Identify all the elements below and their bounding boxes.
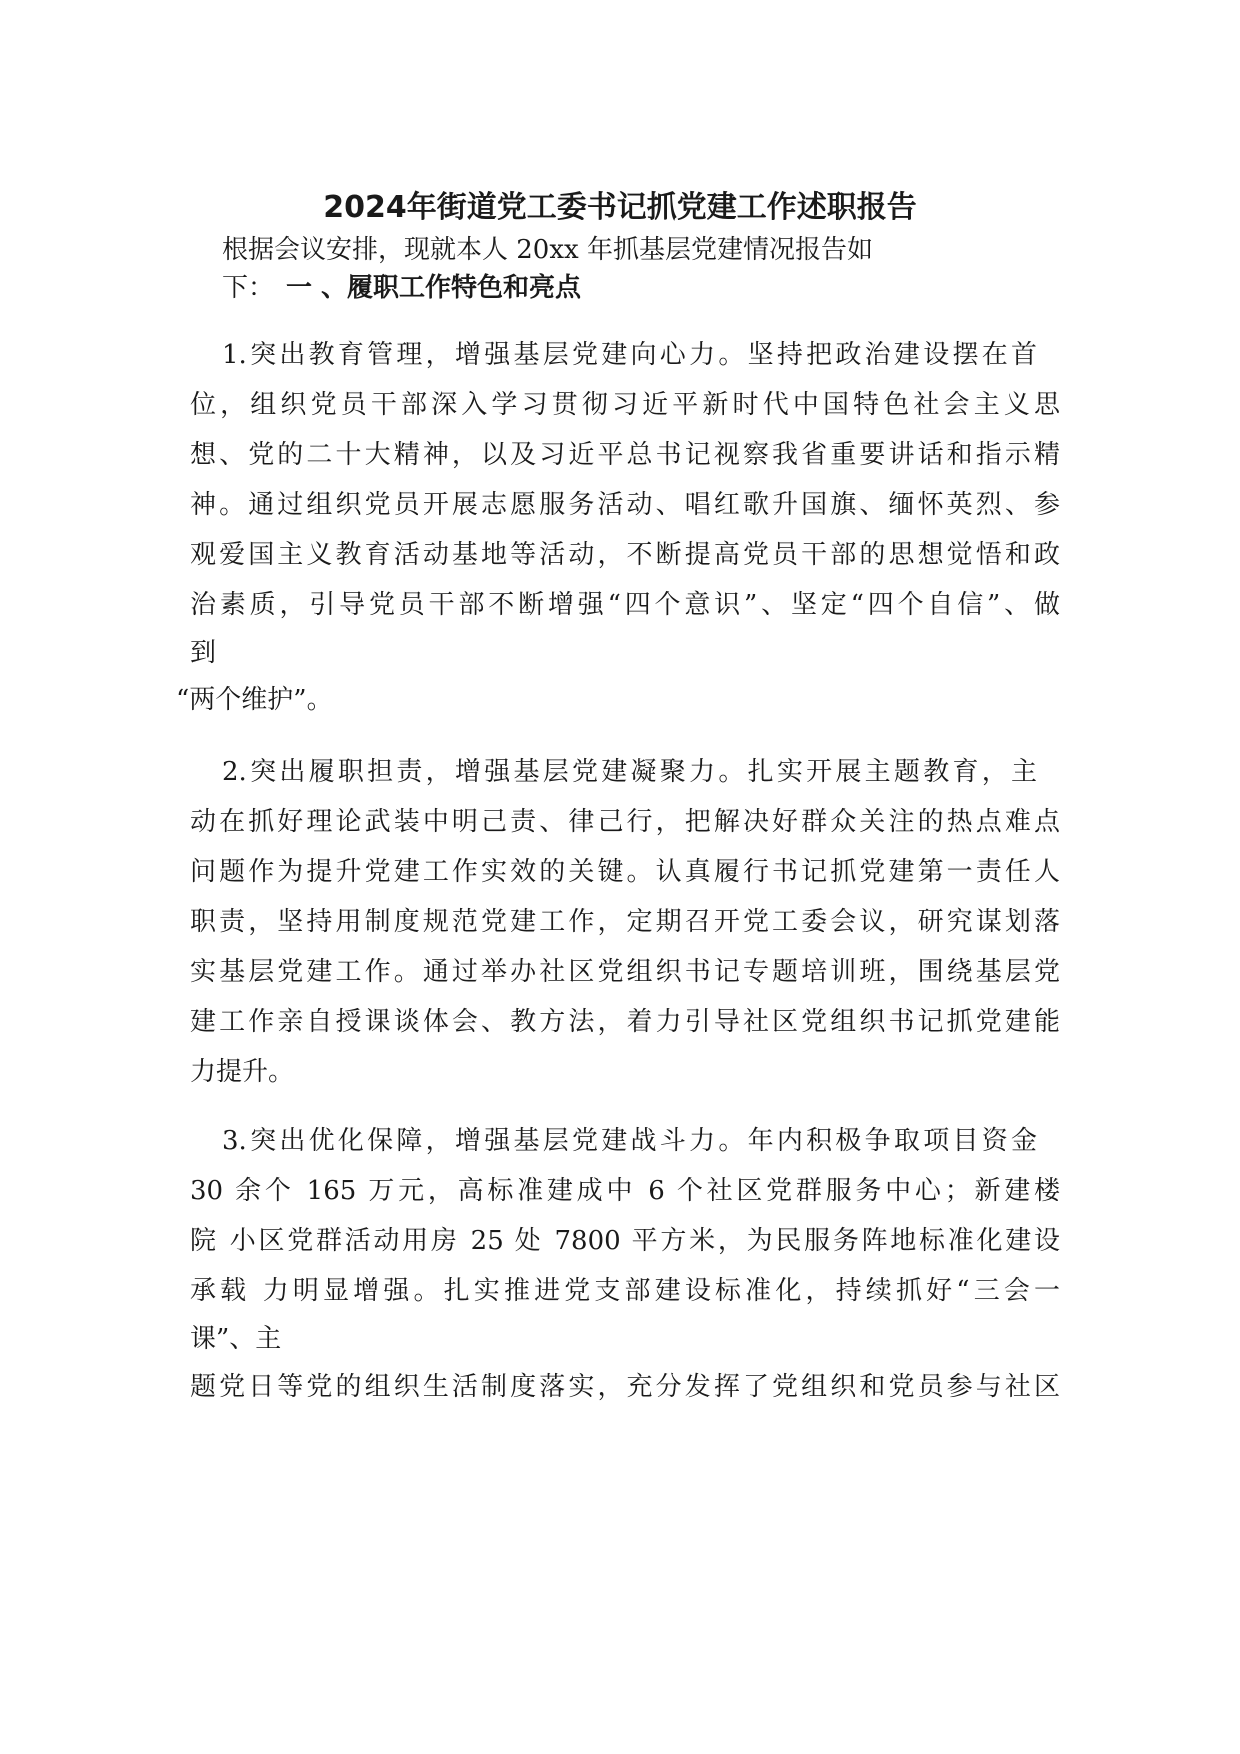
paragraph-1-line-4: 神。通过组织党员开展志愿服务活动、唱红歌升国旗、缅怀英烈、参 <box>190 490 1060 520</box>
paragraph-1-line-5: 观爱国主义教育活动基地等活动，不断提高党员干部的思想觉悟和政 <box>190 540 1060 570</box>
paragraph-1-line-6: 治素质，引导党员干部不断增强“四个意识”、坚定“四个自信”、做 <box>190 590 1060 620</box>
paragraph-2-line-7: 力提升。 <box>190 1057 295 1087</box>
paragraph-2-line-5: 实基层党建工作。通过举办社区党组织书记专题培训班，围绕基层党 <box>190 957 1060 987</box>
paragraph-1-line-7: 到 <box>190 638 217 668</box>
paragraph-3-line-2: 30 余个 165 万元，高标准建成中 6 个社区党群服务中心；新建楼 <box>190 1176 1060 1206</box>
paragraph-2-line-3: 问题作为提升党建工作实效的关键。认真履行书记抓党建第一责任人 <box>190 857 1060 887</box>
paragraph-2-line-4: 职责，坚持用制度规范党建工作，定期召开党工委会议，研究谋划落 <box>190 907 1060 937</box>
paragraph-1-line-2: 位，组织党员干部深入学习贯彻习近平新时代中国特色社会主义思 <box>190 390 1060 420</box>
paragraph-3-line-5: 课”、主 <box>190 1324 282 1354</box>
paragraph-3-line-1: 3.突出优化保障，增强基层党建战斗力。年内积极争取项目资金 <box>222 1126 1037 1156</box>
intro-line-1: 根据会议安排，现就本人 20xx 年抓基层党建情况报告如 <box>222 235 873 265</box>
paragraph-1-line-1: 1.突出教育管理，增强基层党建向心力。坚持把政治建设摆在首 <box>222 340 1037 370</box>
intro-line-2: 下： <box>222 273 275 303</box>
document-title: 2024年街道党工委书记抓党建工作述职报告 <box>323 190 917 225</box>
paragraph-2-line-6: 建工作亲自授课谈体会、教方法，着力引导社区党组织书记抓党建能 <box>190 1007 1060 1037</box>
paragraph-3-line-3: 院 小区党群活动用房 25 处 7800 平方米，为民服务阵地标准化建设 <box>190 1226 1060 1256</box>
paragraph-2-line-1: 2.突出履职担责，增强基层党建凝聚力。扎实开展主题教育，主 <box>222 757 1037 787</box>
paragraph-3-line-4: 承载 力明显增强。扎实推进党支部建设标准化，持续抓好“三会一 <box>190 1276 1060 1306</box>
paragraph-3-line-6: 题党日等党的组织生活制度落实，充分发挥了党组织和党员参与社区 <box>190 1372 1060 1402</box>
paragraph-2-line-2: 动在抓好理论武装中明己责、律己行，把解决好群众关注的热点难点 <box>190 807 1060 837</box>
paragraph-1-line-3: 想、党的二十大精神，以及习近平总书记视察我省重要讲话和指示精 <box>190 440 1060 470</box>
paragraph-1-line-8: “两个维护”。 <box>176 685 333 715</box>
section-heading-1: 一 、履职工作特色和亮点 <box>286 273 582 303</box>
